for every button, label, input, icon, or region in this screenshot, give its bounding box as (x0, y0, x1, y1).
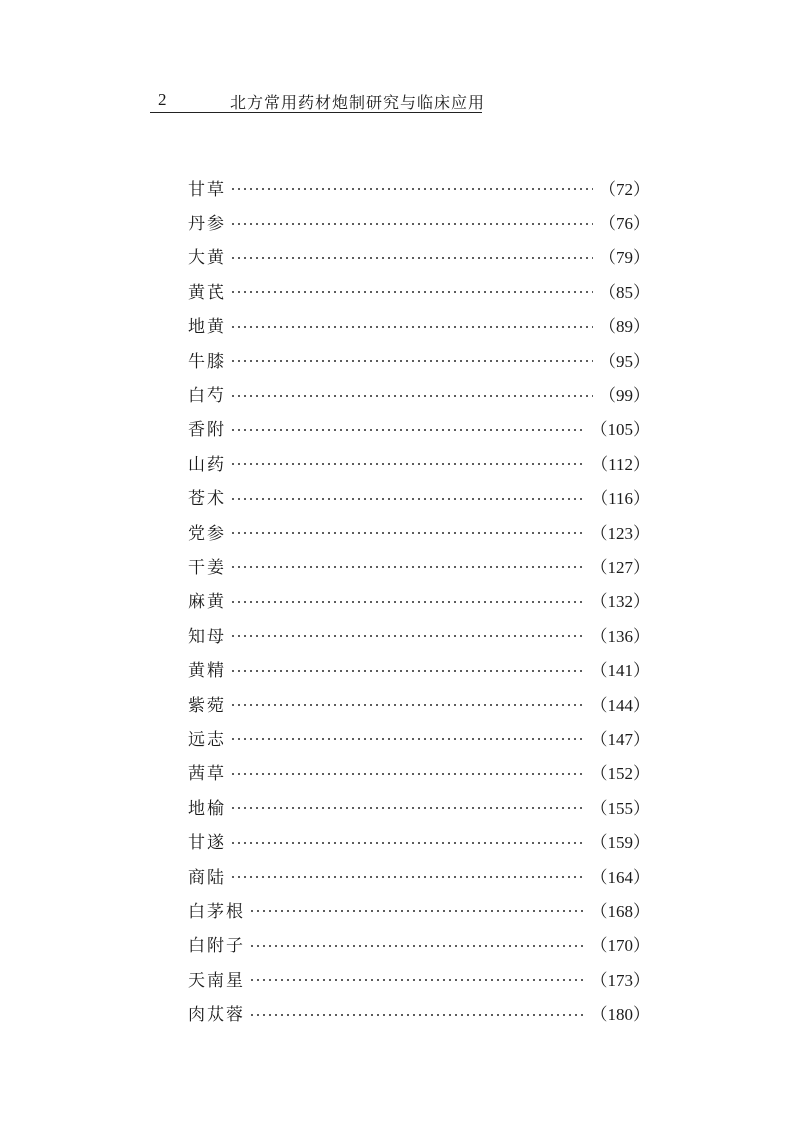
toc-entry-title: 黄芪 (188, 282, 226, 303)
toc-entry[interactable] (188, 961, 650, 995)
toc-entry[interactable] (188, 858, 650, 892)
toc-entry-page: （136） (590, 626, 650, 646)
toc-leader-dots (230, 188, 593, 190)
toc-entry-title: 苍术 (188, 489, 226, 510)
toc-entry[interactable] (188, 927, 650, 961)
toc-entry[interactable] (188, 239, 650, 273)
toc-entry-page: （159） (590, 833, 650, 853)
toc-leader-dots (249, 1014, 585, 1016)
toc-entry-page: （79） (599, 248, 650, 268)
toc-entry-title: 地黄 (188, 317, 226, 338)
toc-entry[interactable] (188, 273, 650, 307)
toc-entry-page: （147） (590, 729, 650, 749)
toc-entry[interactable] (188, 308, 650, 342)
toc-leader-dots (230, 670, 585, 672)
toc-entry-title: 党参 (188, 523, 226, 544)
toc-entry[interactable] (188, 411, 650, 445)
toc-entry-title: 远志 (188, 729, 226, 750)
toc-leader-dots (249, 945, 585, 947)
toc-entry[interactable] (188, 204, 650, 238)
toc-entry-page: （152） (590, 764, 650, 784)
toc-entry[interactable] (188, 548, 650, 582)
toc-leader-dots (230, 842, 585, 844)
running-header (150, 88, 486, 113)
toc-entry[interactable] (188, 995, 650, 1029)
toc-leader-dots (230, 326, 593, 328)
toc-entry[interactable] (188, 651, 650, 685)
toc-entry-page: （123） (590, 523, 650, 543)
toc-entry[interactable] (188, 170, 650, 204)
toc-entry-page: （132） (590, 592, 650, 612)
toc-entry-title: 肉苁蓉 (188, 1005, 245, 1026)
toc-leader-dots (230, 223, 593, 225)
toc-entry-title: 天南星 (188, 970, 245, 991)
toc-entry[interactable] (188, 789, 650, 823)
toc-entry-page: （99） (599, 386, 650, 406)
toc-entry-page: （127） (590, 557, 650, 577)
toc-entry-title: 香附 (188, 420, 226, 441)
toc-entry-page: （168） (590, 901, 650, 921)
toc-leader-dots (230, 876, 585, 878)
toc-entry-title: 丹参 (188, 214, 226, 235)
toc-entry-page: （89） (599, 317, 650, 337)
toc-entry[interactable] (188, 755, 650, 789)
toc-leader-dots (230, 429, 585, 431)
toc-entry-page: （72） (599, 179, 650, 199)
toc-entry-title: 山药 (188, 454, 226, 475)
toc-entry-page: （180） (590, 1005, 650, 1025)
toc-entry-page: （95） (599, 351, 650, 371)
toc-leader-dots (230, 566, 585, 568)
toc-leader-dots (230, 635, 585, 637)
book-title: 北方常用药材炮制研究与临床应用 (230, 93, 486, 112)
page-number: 2 (158, 90, 167, 109)
toc-leader-dots (230, 601, 585, 603)
toc-leader-dots (249, 910, 585, 912)
toc-entry[interactable] (188, 823, 650, 857)
toc-entry-title: 甘遂 (188, 833, 226, 854)
toc-entry-page: （141） (590, 661, 650, 681)
toc-entry[interactable] (188, 376, 650, 410)
toc-entry[interactable] (188, 892, 650, 926)
toc-entry[interactable] (188, 720, 650, 754)
toc-entry[interactable] (188, 342, 650, 376)
toc-leader-dots (230, 807, 585, 809)
toc-entry-title: 甘草 (188, 179, 226, 200)
toc-entry[interactable] (188, 583, 650, 617)
toc-entry-page: （116） (591, 489, 650, 509)
toc-entry-title: 黄精 (188, 661, 226, 682)
toc-leader-dots (230, 738, 585, 740)
toc-entry-title: 白茅根 (188, 901, 245, 922)
toc-entry-title: 白附子 (188, 936, 245, 957)
toc-entry-title: 商陆 (188, 867, 226, 888)
toc-entry-page: （85） (599, 282, 650, 302)
toc-entry-title: 麻黄 (188, 592, 226, 613)
toc-entry-title: 地榆 (188, 798, 226, 819)
toc-entry[interactable] (188, 480, 650, 514)
toc-leader-dots (230, 360, 593, 362)
toc-entry-title: 干姜 (188, 557, 226, 578)
toc-entry[interactable] (188, 686, 650, 720)
toc-entry-page: （76） (599, 214, 650, 234)
toc-entry-page: （173） (590, 970, 650, 990)
toc-entry[interactable] (188, 514, 650, 548)
toc-entry-page: （170） (590, 936, 650, 956)
toc-entry-title: 牛膝 (188, 351, 226, 372)
table-of-contents (188, 170, 650, 1030)
toc-leader-dots (230, 257, 593, 259)
toc-leader-dots (230, 291, 593, 293)
toc-leader-dots (249, 979, 585, 981)
toc-entry-page: （144） (590, 695, 650, 715)
toc-leader-dots (230, 498, 585, 500)
toc-entry[interactable] (188, 617, 650, 651)
toc-entry-title: 茜草 (188, 764, 226, 785)
toc-leader-dots (230, 704, 585, 706)
toc-leader-dots (230, 532, 585, 534)
toc-leader-dots (230, 773, 585, 775)
toc-entry-page: （105） (590, 420, 650, 440)
toc-entry-page: （112） (591, 454, 650, 474)
toc-entry-title: 紫菀 (188, 695, 226, 716)
toc-entry[interactable] (188, 445, 650, 479)
toc-entry-page: （164） (590, 867, 650, 887)
toc-entry-title: 白芍 (188, 386, 226, 407)
toc-entry-title: 大黄 (188, 248, 226, 269)
toc-entry-title: 知母 (188, 626, 226, 647)
toc-leader-dots (230, 395, 593, 397)
toc-leader-dots (230, 463, 585, 465)
toc-entry-page: （155） (590, 798, 650, 818)
